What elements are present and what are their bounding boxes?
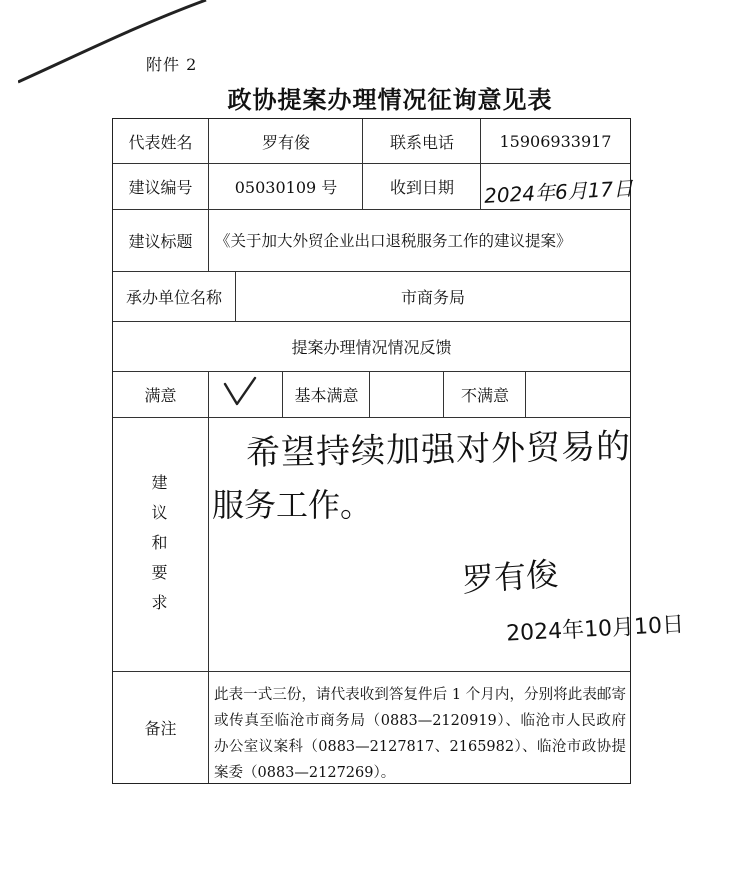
suggestion-handwriting-line1: 希望持续加强对外贸易的 — [245, 426, 632, 474]
suggestion-char: 要 — [151, 563, 168, 582]
signature: 罗有俊 — [460, 554, 560, 600]
received-date-label: 收到日期 — [362, 163, 481, 209]
checkmark-icon — [222, 374, 258, 410]
proposal-title-label: 建议标题 — [128, 231, 193, 251]
rep-name-value: 罗有俊 — [208, 119, 363, 163]
page-title: 政协提案办理情况征询意见表 — [227, 85, 553, 114]
notes-label: 备注 — [144, 718, 177, 738]
proposal-no-label: 建议编号 — [128, 177, 193, 197]
handling-unit-label: 承办单位名称 — [125, 287, 222, 307]
signature-date: 2024年10月10日 — [505, 612, 685, 647]
phone-value: 15906933917 — [480, 119, 630, 163]
attachment-label: 附件 2 — [146, 55, 198, 74]
suggestion-vertical-label — [112, 416, 207, 670]
proposal-title-value: 《关于加大外贸企业出口退税服务工作的建议提案》 — [208, 209, 630, 271]
notes-text: 此表一式三份，请代表收到答复件后 1 个月内，分别将此表邮寄或传真至临沧市商务局（0883—2120919）、临沧市人民政府办公室议案科（0883—2127817、2165982）、临沧市政协提案委（0883—2127269）。 — [214, 687, 626, 781]
handling-unit-value: 市商务局 — [235, 271, 630, 321]
suggestion-char: 求 — [151, 593, 168, 612]
phone-label: 联系电话 — [362, 119, 481, 163]
proposal-no-value: 05030109 号 — [208, 163, 363, 209]
suggestion-char: 建 — [151, 473, 168, 492]
row-proposal-title — [113, 209, 630, 272]
received-date-handwritten: 2024年6月17日 — [483, 176, 634, 208]
scan-edge-line — [18, 0, 208, 90]
suggestion-char: 议 — [151, 503, 168, 522]
rep-name-label: 代表姓名 — [128, 132, 193, 152]
suggestion-handwriting-line2: 服务工作。 — [212, 486, 373, 524]
unsatisfied-box — [525, 371, 630, 417]
satisfied-label: 满意 — [144, 385, 177, 405]
feedback-header: 提案办理情况情况反馈 — [291, 337, 452, 357]
suggestion-char: 和 — [151, 533, 168, 552]
basic-satisfied-label: 基本满意 — [282, 371, 370, 417]
row-feedback-header — [113, 321, 630, 372]
unsatisfied-label: 不满意 — [443, 371, 526, 417]
row-name-phone — [113, 119, 630, 164]
row-handling-unit — [113, 271, 630, 322]
row-satisfaction — [113, 371, 630, 418]
basic-satisfied-box — [369, 371, 444, 417]
